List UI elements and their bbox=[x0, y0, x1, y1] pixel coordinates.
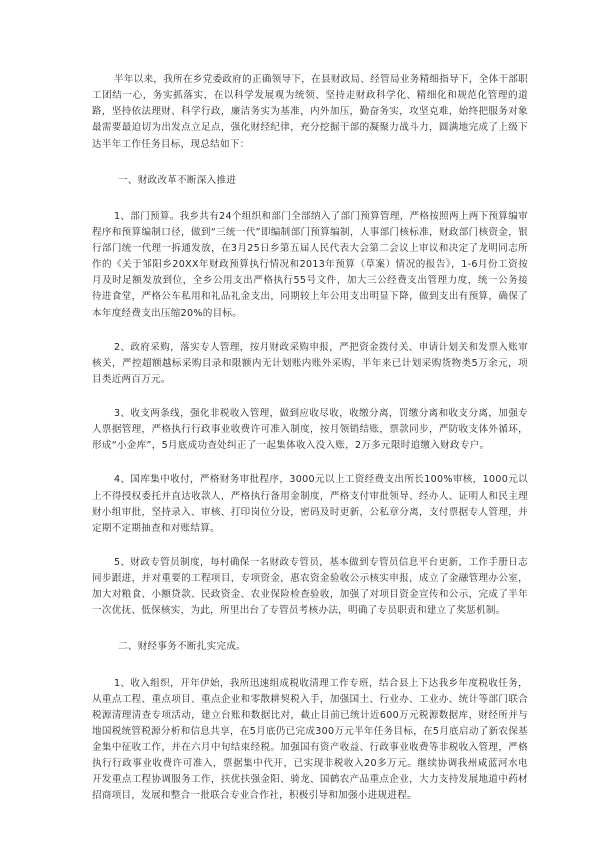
paragraph-revenue-expenditure: 3、收支两条线，强化非税收入管理，做到应收尽收，收缴分离，罚缴分离和收支分离，加强专人票据管理，严格执行行政事业收费许可准入制度，按月领销结账，票款同步，严防收支体外循环，形成“小金库”，5月底成功查处纠正了一起集体收入没入账，2万多元限时追缴入财政专户。 bbox=[92, 408, 528, 452]
intro-paragraph: 半年以来，我所在乡党委政府的正确领导下，在县财政局、经管局业务精细指导下，全体干部职工团结一心，务实抓落实，在以科学发展观为统领、坚持走财政科学化、精细化和规范化管理的道路，坚持依法理财、科学行政，廉洁务实为基准，内外加压，勤奋务实，攻坚克难，始终把服务对象最需要最迫切为出发点立足点，强化财经纪律，充分挖掘干部的凝聚力战斗力，圆满地完成了上级下达半年工作任务目标，现总结如下： bbox=[92, 74, 528, 150]
paragraph-revenue-organization: 1、收入组织，开年伊始，我所迅速组成税收清理工作专班，结合县上下达我乡年度税收任务，从重点工程、重点项目、重点企业和零散耕契税入手，加强国土、行业办、工业办、统计等部门联合税源清理清查专项活动，建立台账和数据比对，截止目前已统计近600万元税源数据库，财经所并与地国税统管税源分析和信息共享，在5月底仍已完成300万元半年任务目标，在5月底启动了新农保基金集中征收工作，并在六月中旬结束经税。加强国有资产收益、行政事业收费等非税收入管理，严格执行行政事业收费许可准入，票据集中代开，已实现非税收入20多万元。继续协调我州咸蓝河水电开发重点工程协调服务工作，扶优扶强金阳、骑龙、国鹤农产品重点企业，大力支持发展地道中药材招商项目，发展和整合一批联合专业合作社，积极引导和加强小进规进程。 bbox=[92, 677, 528, 802]
paragraph-department-budget: 1、部门预算。我乡共有24个组织和部门全部纳入了部门预算管理，严格按照两上两下预算编审程序和预算编制口径，做到“三统一代”即编制部门预算编制，人事部门核标准，财政部门核资金，银行部门统一代理一拆通发放，在3月25日乡第五届人民代表大会第二会议上审议和决定了龙明同志所作的《关于邹阳乡20XX年财政预算执行情况和2013年预算（草案）情况的报告》，1-6月份工资按月及时足额发放到位，全乡公用支出严格执行55号文件，加大三公经费支出管理力度，统一公务接待进食堂，严格公车私用和礼品礼金支出，同期较上年公用支出明显下降，做到支出有预算，确保了本年度经费支出压缩20%的目标。 bbox=[92, 210, 528, 319]
section-heading-financial-affairs: 二、财经事务不断扎实完成。 bbox=[118, 641, 247, 653]
paragraph-treasury-payment: 4、国库集中收付，严格财务审批程序，3000元以上工资经费支出所长100%审核，1000元以上不得授权委托并直达收款人，严格执行备用金制度，严格支付审批领导、经办人、证明人和民主理财小组审批，坚持录入、审核、打印岗位分设，密码及时更新，公私章分离，支付票据专人管理，并定期不定期抽查和对账结算。 bbox=[92, 474, 528, 534]
section-heading-fiscal-reform: 一、财政改革不断深入推进 bbox=[118, 174, 237, 186]
paragraph-government-procurement: 2、政府采购，落实专人管理，按月财政采购申报，严把资金拨付关、申请计划关和发票入账审核关，严控超额越标采购目录和限额内无计划账内账外采购，半年来已计划采购货物类5万余元，项目类近两百万元。 bbox=[92, 341, 528, 385]
paragraph-finance-officer-system: 5、财政专管员制度，每村确保一名财政专管员，基本做到专管员信息平台更新，工作手册日志同步跟进，并对重要的工程项目，专项资金，惠农资金验收公示核实申报，成立了金融管理办公室，加大对粮食、小额贷款、民政资金、农业保险检查验收，加强了对项目资金宣传和公示，完成了半年一次优抚、低保核实，为此，所里出台了专管员考核办法，明确了专员职责和建立了奖惩机制。 bbox=[92, 556, 528, 617]
